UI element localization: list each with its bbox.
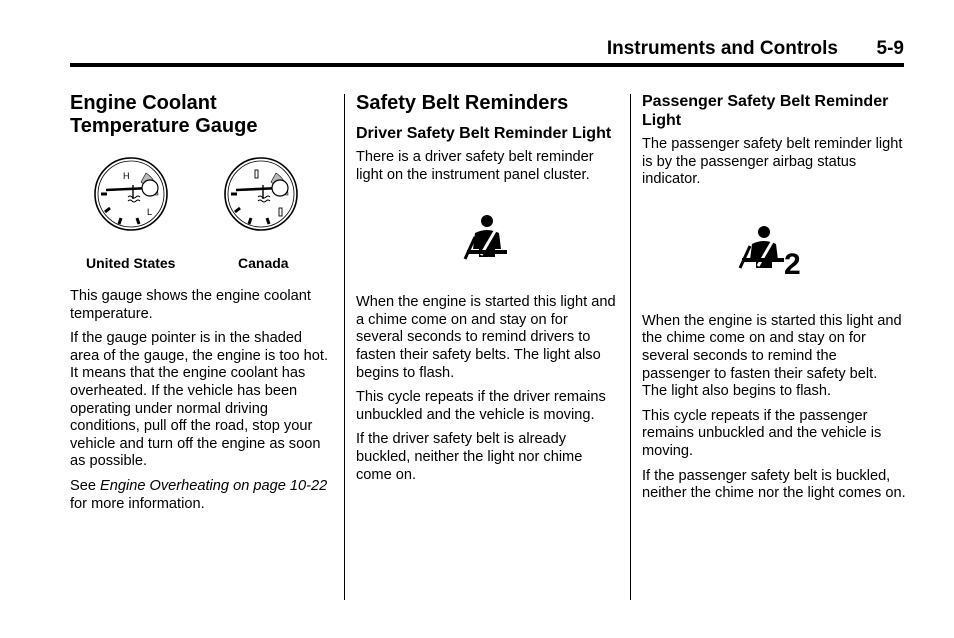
heading-safety-belt-reminders: Safety Belt Reminders [356, 92, 569, 114]
coolant-gauge-canada-icon [222, 155, 300, 233]
paragraph: The passenger safety belt reminder light is by the passenger airbag status indicator. [642, 136, 903, 188]
gauge-captions [70, 255, 332, 279]
heading-engine-coolant: Engine Coolant Temperature Gauge [70, 92, 258, 137]
paragraph: This cycle repeats if the driver remains unbuckled and the vehicle is moving. [356, 389, 606, 423]
driver-belt-icon-area [356, 184, 618, 294]
paragraph: When the engine is started this light and the chime come on and stay on for several seconds to remind the passenger to fasten their safety belt. The light also begins to flash. [642, 312, 902, 400]
svg-text:H: H [123, 171, 130, 181]
caption-canada: Canada [238, 255, 289, 271]
cross-reference: Engine Overheating on page 10-22 [100, 477, 328, 494]
paragraph: If the driver safety belt is already buckled, neither the light nor chime come on. [356, 431, 583, 483]
seatbelt-icon [461, 213, 513, 265]
page-header [70, 38, 904, 64]
column-engine-coolant [70, 92, 332, 513]
paragraph: This cycle repeats if the passenger remains unbuckled and the vehicle is moving. [642, 407, 882, 459]
paragraph: There is a driver safety belt reminder light on the instrument panel cluster. [356, 149, 594, 183]
svg-text:2: 2 [784, 247, 801, 278]
passenger-belt-icon-area [642, 189, 906, 313]
paragraph: See Engine Overheating on page 10-22 for more information. [70, 477, 328, 512]
subheading-driver-belt: Driver Safety Belt Reminder Light [356, 125, 612, 142]
paragraph: When the engine is started this light and a chime come on and stay on for several seconds to remind drivers to fasten their safety belts. The light also begins to flash. [356, 294, 616, 381]
coolant-gauge-us-icon [92, 155, 170, 233]
caption-united-states: United States [86, 255, 176, 271]
column-passenger-belt [642, 92, 906, 503]
column-safety-belt-reminders [356, 92, 618, 484]
section-title: Instruments and Controls [606, 38, 838, 59]
header-rule [70, 63, 904, 67]
paragraph: This gauge shows the engine coolant temperature. [70, 288, 311, 322]
svg-text:L: L [147, 207, 153, 217]
paragraph: If the gauge pointer is in the shaded area of the gauge, the engine is too hot. It means that the engine coolant has overheated. If the vehicle has been operating under normal driving conditions, pull off the road, stop your vehicle and turn off the engine as soon as possible. [70, 330, 329, 470]
page-number: 5-9 [876, 38, 904, 59]
passenger-seatbelt-icon [738, 224, 810, 278]
gauge-illustrations [70, 155, 332, 255]
paragraph: If the passenger safety belt is buckled, neither the chime nor the light comes on. [642, 467, 906, 502]
column-divider [344, 94, 345, 600]
column-divider [630, 94, 631, 600]
subheading-passenger-belt: Passenger Safety Belt Reminder Light [642, 93, 889, 129]
